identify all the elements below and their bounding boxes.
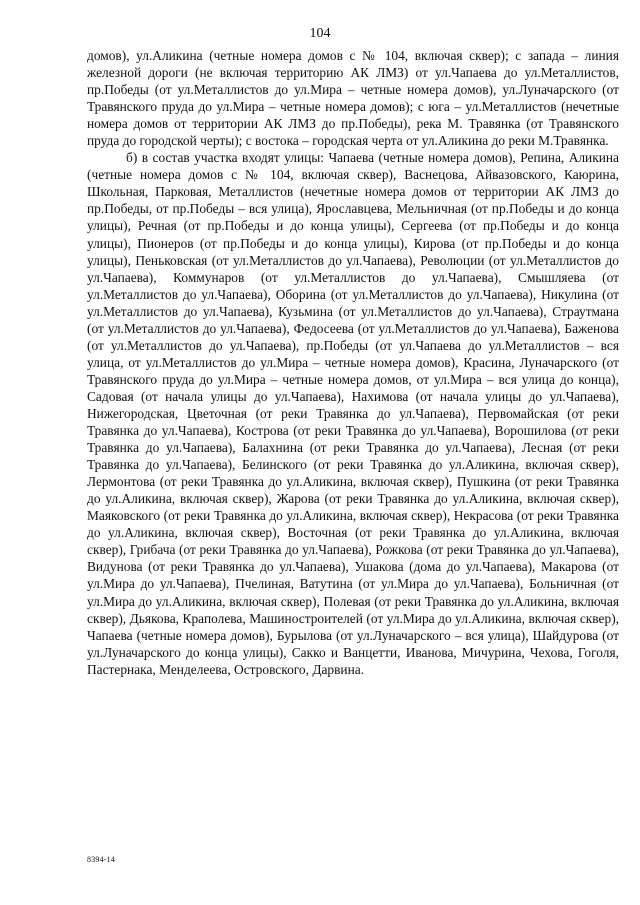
paragraph-boundaries-continuation: домов), ул.Аликина (четные номера домов с № 104, включая сквер); с запада – линия железной дороги (не включая территорию АК ЛМЗ) от ул.Чапаева до ул.Металлистов, пр.Победы (от ул.Металлистов до ул.Мира – четные номера домов), ул.Луначарского (от Травянского пруда до ул.Мира – четные номера домов); с юга – ул.Металлистов (нечетные номера домов от территории АК ЛМЗ до пр.Победы), река М. Травянка (от Травянского пруда до городской черты); с востока – городская черта от ул.Аликина до реки М.Травянка. — [87, 48, 619, 149]
body-text — [87, 47, 619, 678]
document-code: 8394-14 — [87, 855, 116, 864]
paragraph-streets-list: б) в состав участка входят улицы: Чапаева (четные номера домов), Репина, Аликина (четные номера домов с № 104, включая сквер), Васнецова, Айвазовского, Каюрина, Школьная, Парковая, Металлистов (нечетные номера домов от территории АК ЛМЗ до пр.Победы, от пр.Победы – вся улица), Ярославцева, Мельничная (от пр.Победы и до конца улицы), Речная (от пр.Победы и до конца улицы), Сергеева (от пр.Победы и до конца улицы), Пионеров (от пр.Победы и до конца улицы), Кирова (от пр.Победы и до конца улицы), Пеньковская (от ул.Металлистов до ул.Чапаева), Революции (от ул.Металлистов до ул.Чапаева), Коммунаров (от ул.Металлистов до ул.Чапаева), Смышляева (от ул.Металлистов до ул.Чапаева), Оборина (от ул.Металлистов до ул.Чапаева), Никулина (от ул.Металлистов до ул.Чапаева), Кузьмина (от ул.Металлистов до ул.Чапаева), Страутмана (от ул.Металлистов до ул.Чапаева), Федосеева (от ул.Металлистов до ул.Чапаева), Баженова (от ул.Металлистов до ул.Чапаева), пр.Победы (от ул.Чапаева до ул.Металлистов – вся улица, от ул.Металлистов до ул.Мира – четные номера домов), Красина, Луначарского (от Травянского пруда до ул.Мира – четные номера домов, от ул.Мира – вся улица до конца), Садовая (от начала улицы до ул.Чапаева), Нахимова (от начала улицы до ул.Чапаева), Нижегородская, Цветочная (от реки Травянка до ул.Чапаева), Первомайская (от реки Травянка до ул.Чапаева), Кострова (от реки Травянка до ул.Чапаева), Ворошилова (от реки Травянка до ул.Чапаева), Балахнина (от реки Травянка до ул.Чапаева), Лесная (от реки Травянка до ул.Чапаева), Белинского (от реки Травянка до ул.Аликина, включая сквер), Лермонтова (от реки Травянка до ул.Аликина, включая сквер), Пушкина (от реки Травянка до ул.Аликина, включая сквер), Жарова (от реки Травянка до ул.Аликина, включая сквер), Маяковского (от реки Травянка до ул.Аликина, включая сквер), Некрасова (от реки Травянка до ул.Аликина, включая сквер), Восточная (от реки Травянка до ул.Аликина, включая сквер), Грибача (от реки Травянка до ул.Чапаева), Рожкова (от реки Травянка до ул.Чапаева), Видунова (от реки Травянка до ул.Чапаева), Ушакова (дома до ул.Чапаева), Макарова (от ул.Мира до ул.Чапаева), Пчелиная, Ватутина (от ул.Мира до ул.Чапаева), Больничная (от ул.Мира до ул.Аликина, включая сквер), Полевая (от реки Травянка до ул.Аликина, включая сквер), Дьякова, Краполева, Машиностроителей (от ул.Мира до ул.Аликина, включая сквер), Чапаева (четные номера домов), Бурылова (от ул.Луначарского – вся улица), Шайдурова (от ул.Луначарского до конца улицы), Сакко и Ванцетти, Иванова, Мичурина, Чехова, Гоголя, Пастернака, Менделеева, Островского, Дарвина. — [87, 150, 619, 677]
page-number: 104 — [309, 26, 331, 41]
